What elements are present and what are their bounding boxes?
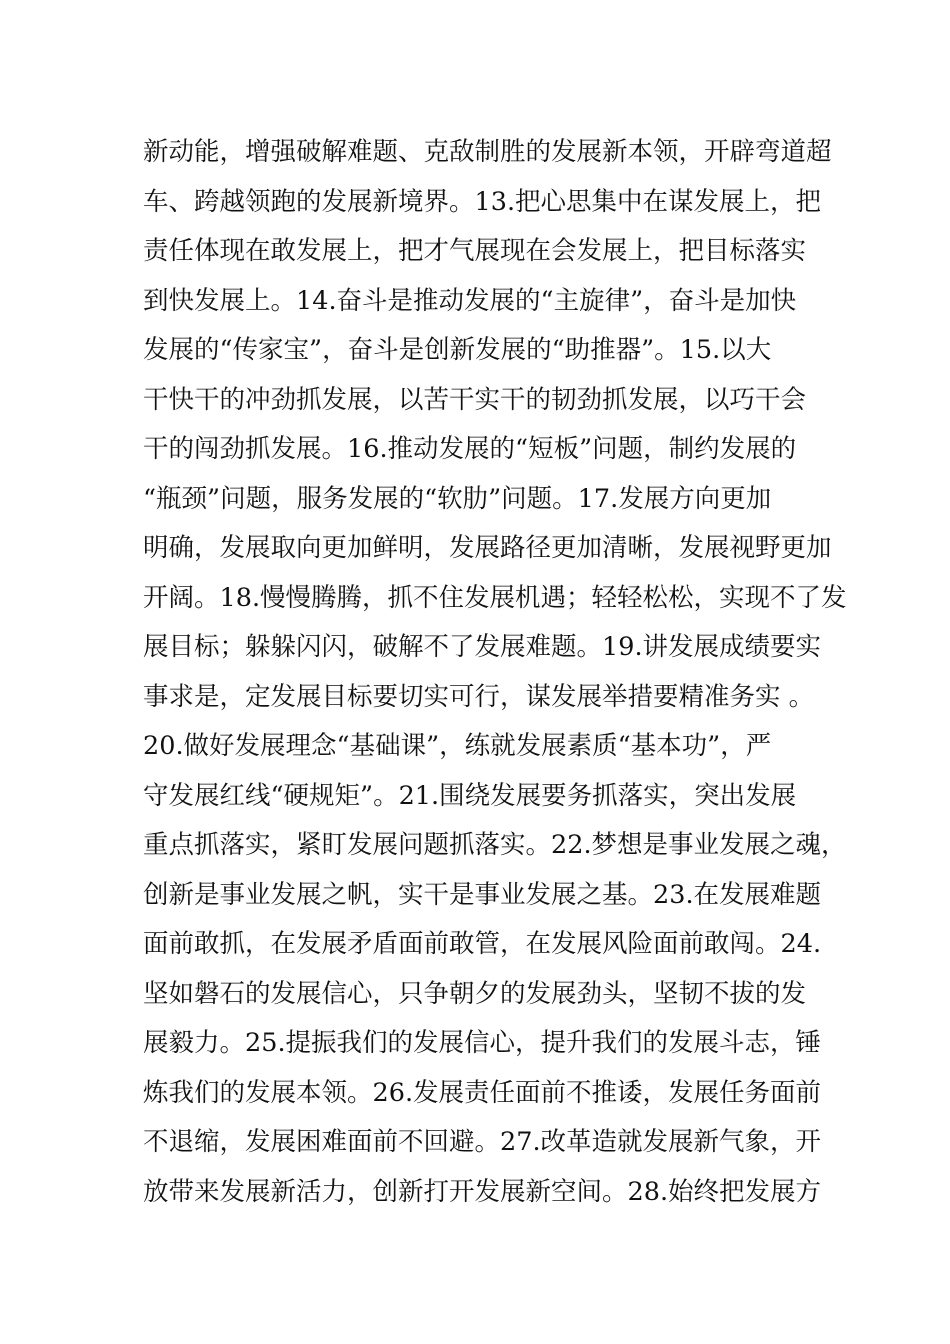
text-line: 事求是，定发展目标要切实可行，谋发展举措要精准务实 。 [143, 681, 815, 712]
text-line: 不退缩，发展困难面前不回避。27.改革造就发展新气象，开 [143, 1127, 822, 1157]
text-line: 炼我们的发展本领。26.发展责任面前不推诿，发展任务面前 [143, 1077, 822, 1108]
text-line: 创新是事业发展之帆，实干是事业发展之基。23.在发展难题 [143, 879, 822, 910]
text-line: 展目标；躲躲闪闪，破解不了发展难题。19.讲发展成绩要实 [143, 632, 822, 662]
text-line: 车、跨越领跑的发展新境界。13.把心思集中在谋发展上，把 [143, 186, 822, 217]
text-line: 开阔。18.慢慢腾腾，抓不住发展机遇；轻轻松松，实现不了发 [143, 582, 847, 613]
text-line: 责任体现在敢发展上，把才气展现在会发展上，把目标落实 [143, 236, 807, 266]
text-line: 干的闯劲抓发展。16.推动发展的“短板”问题，制约发展的 [143, 434, 797, 464]
text-line: 发展的“传家宝”，奋斗是创新发展的“助推器”。15.以大 [143, 335, 772, 365]
text-line: 坚如磐石的发展信心，只争朝夕的发展劲头，坚韧不拔的发 [143, 978, 807, 1009]
text-line: 展毅力。25.提振我们的发展信心，提升我们的发展斗志，锤 [143, 1028, 822, 1058]
text-line: “瓶颈”问题，服务发展的“软肋”问题。17.发展方向更加 [143, 483, 772, 514]
text-line: 20.做好发展理念“基础课”，练就发展素质“基本功”，严 [143, 731, 772, 761]
text-line: 守发展红线“硬规矩”。21.围绕发展要务抓落实，突出发展 [143, 780, 797, 811]
text-line: 明确，发展取向更加鲜明，发展路径更加清晰，发展视野更加 [143, 533, 832, 563]
text-line: 到快发展上。14.奋斗是推动发展的“主旋律”，奋斗是加快 [143, 285, 797, 316]
text-line: 放带来发展新活力，创新打开发展新空间。28.始终把发展方 [143, 1176, 822, 1207]
text-line: 重点抓落实，紧盯发展问题抓落实。22.梦想是事业发展之魂， [143, 830, 847, 860]
text-line: 面前敢抓，在发展矛盾面前敢管，在发展风险面前敢闯。24. [143, 929, 822, 959]
text-line: 干快干的冲劲抓发展，以苦干实干的韧劲抓发展，以巧干会 [143, 384, 807, 415]
text-line: 新动能，增强破解难题、克敌制胜的发展新本领，开辟弯道超 [143, 137, 832, 167]
body-text [143, 128, 847, 1217]
